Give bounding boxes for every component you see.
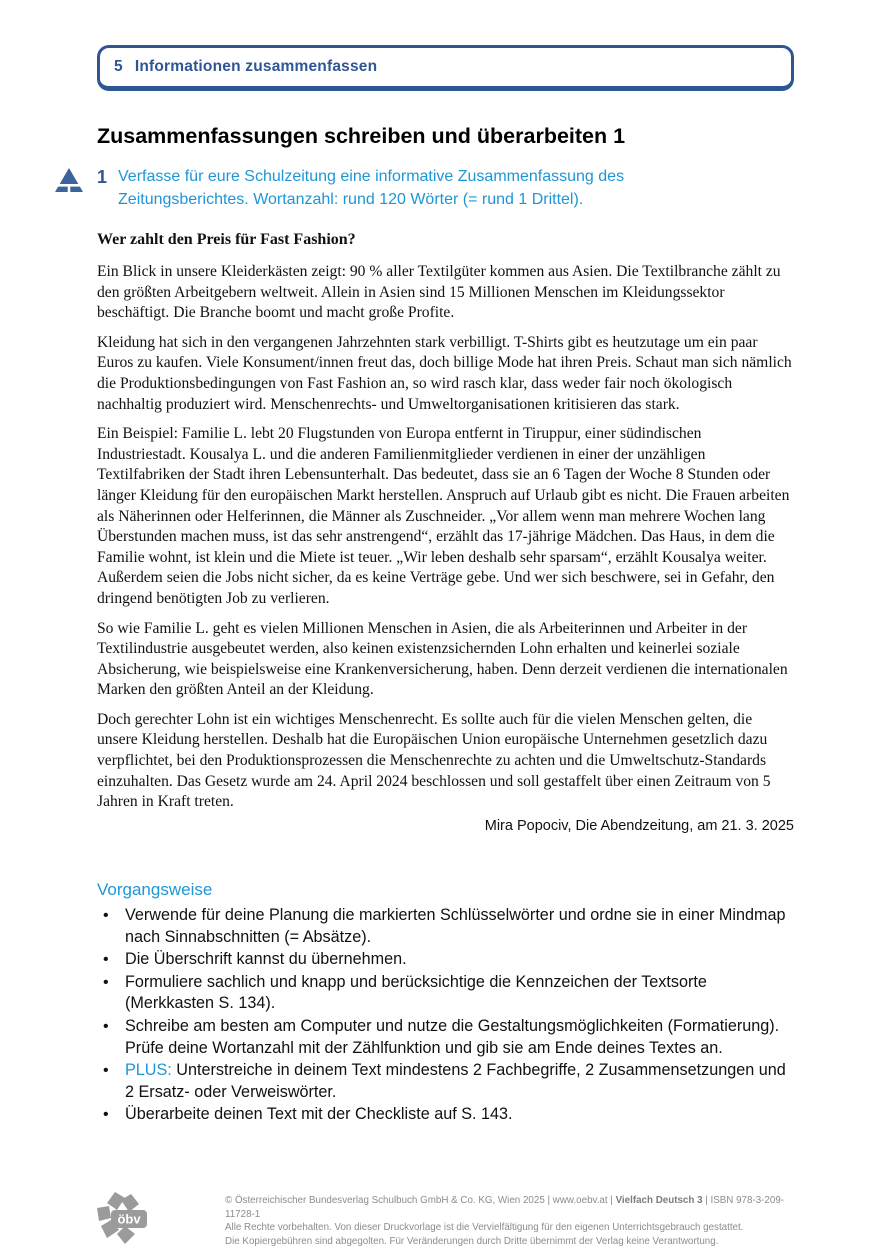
plus-label: PLUS:: [125, 1061, 172, 1080]
procedure-list-item: [97, 972, 794, 1015]
procedure-section: [97, 880, 794, 1127]
procedure-item-text: Formuliere sachlich und knapp und berücksichtige die Kennzeichen der Textsorte (Merkkasten S. 134).: [125, 972, 707, 1013]
writing-task-icon: [55, 168, 83, 192]
oebv-logo: [95, 1190, 153, 1248]
bullet-icon: •: [103, 973, 109, 991]
imprint-line-3: Die Kopiergebühren sind abgegolten. Für Veränderungen durch Dritte übernimmt der Verlag keine Verantwortung.: [225, 1235, 719, 1247]
imprint-text: [225, 1190, 795, 1248]
imprint-copyright: © Österreichischer Bundesverlag Schulbuch GmbH & Co. KG, Wien 2025 | www.oebv.at |: [225, 1195, 616, 1206]
procedure-item-text: Verwende für deine Planung die markierten Schlüsselwörter und ordne sie in einer Mindmap nach Sinnabschnitten (= Absätze).: [125, 906, 786, 946]
page-title: Zusammenfassungen schreiben und überarbeiten 1: [97, 124, 626, 148]
imprint-line-1: [225, 1194, 795, 1221]
bullet-icon: •: [103, 951, 109, 969]
procedure-list-item: [97, 905, 794, 948]
procedure-item-text: Unterstreiche in deinem Text mindestens 2 Fachbegriffe, 2 Zusammensetzungen und 2 Ersatz- oder Verweiswörter.: [125, 1061, 786, 1101]
chapter-header-box: [97, 45, 794, 91]
bullet-icon: •: [103, 1106, 109, 1124]
bullet-icon: •: [103, 1062, 109, 1080]
task-1: [55, 166, 794, 211]
page-footer: [95, 1190, 795, 1248]
procedure-item-text: Schreibe am besten am Computer und nutze die Gestaltungsmöglichkeiten (Formatierung). Prüfe deine Wortanzahl mit der Zählfunktion und gib sie am Ende deines Textes an.: [125, 1016, 780, 1057]
task-instruction: Verfasse für eure Schulzeitung eine informative Zusammenfassung des Zeitungsberichtes. Wortanzahl: rund 120 Wörter (= rund 1 Drittel).: [118, 168, 625, 208]
oebv-logo-icon: [95, 1190, 153, 1248]
procedure-item-text: Die Überschrift kannst du übernehmen.: [125, 950, 407, 969]
imprint-line-2: Alle Rechte vorbehalten. Von dieser Druckvorlage ist die Vervielfältigung für den eigenen Unterrichtsgebrauch gestattet.: [225, 1222, 744, 1233]
newspaper-article: [97, 231, 794, 834]
procedure-heading: Vorgangsweise: [97, 880, 213, 899]
procedure-item-text: Überarbeite deinen Text mit der Checkliste auf S. 143.: [125, 1105, 513, 1124]
procedure-list-item: [97, 1016, 794, 1059]
chapter-title: Informationen zusammenfassen: [134, 58, 378, 75]
article-paragraph: Kleidung hat sich in den vergangenen Jahrzehnten stark verbilligt. T-Shirts gibt es heutzutage um ein paar Euros zu kaufen. Viele Konsument/innen freut das, doch billige Mode hat ihren Preis. Schaut man sich nämlich die Produktionsbedingungen von Fast Fashion an, so wird rasch klar, dass weder fair noch ökologisch nachhaltig produziert wird. Menschenrechts- und Umweltorganisationen kritisieren das stark.: [97, 333, 792, 413]
procedure-list-item: [97, 949, 794, 971]
procedure-list: [97, 905, 794, 1126]
svg-text:öbv: öbv: [117, 1211, 141, 1227]
imprint-book-title: Vielfach Deutsch 3: [615, 1195, 703, 1206]
bullet-icon: •: [103, 907, 109, 924]
article-paragraph: So wie Familie L. geht es vielen Millionen Menschen in Asien, die als Arbeiterinnen und Arbeiter in der Textilindustrie ausgebeutet werden, also keinen existenzsichernden Lohn erhalten und keinerlei soziale Absicherung, wie beispielsweise eine Krankenversicherung, haben. Denn derzeit verdienen die internationalen Marken den größten Anteil an der Kleidung.: [97, 619, 788, 699]
procedure-list-item: [97, 1060, 794, 1103]
article-headline: Wer zahlt den Preis für Fast Fashion?: [97, 231, 356, 248]
article-paragraph: Doch gerechter Lohn ist ein wichtiges Menschenrecht. Es sollte auch für die vielen Menschen gelten, die unsere Kleidung herstellen. Deshalb hat die Europäischen Union europäische Unternehmen gesetzlich dazu verpflichtet, bei den Produktionsprozessen die Menschenrechte zu achten und die Umweltschutz-Standards einzuhalten. Das Gesetz wurde am 24. April 2024 beschlossen und soll gestaffelt über einen Zeitraum von 5 Jahren in Kraft treten.: [97, 710, 771, 811]
article-paragraph: Ein Beispiel: Familie L. lebt 20 Flugstunden von Europa entfernt in Tiruppur, einer südindischen Industriestadt. Kousalya L. und die anderen Familienmitglieder verdienen in einer der unzähligen Textilfabriken der Stadt ihren Lebensunterhalt. Das bedeutet, dass sie an 6 Tagen der Woche 8 Stunden oder länger Kleidung für den europäischen Markt herstellen. Anspruch auf Urlaub gibt es nicht. Die Frauen arbeiten als Näherinnen oder Helferinnen, die Männer als Zuschneider. „Vor allem wenn man mehrere Wochen lang Überstunden machen muss, ist das sehr anstrengend“, erzählt das 17-jährige Mädchen. Das Haus, in dem die Familie wohnt, ist klein und die Miete ist teuer. „Wir leben deshalb sehr sparsam“, erzählt Kousalya weiter. Außerdem seien die Jobs nicht sicher, da es keine Verträge gebe. Und wer sich beschwere, sei in Gefahr, den dringend benötigten Job zu verlieren.: [97, 425, 790, 607]
imprint-isbn: | ISBN 978-3-209-11728-1: [225, 1195, 785, 1220]
task-number: 1: [97, 167, 108, 187]
bullet-icon: •: [103, 1017, 109, 1035]
chapter-number: 5: [114, 58, 123, 75]
procedure-list-item: [97, 1104, 794, 1126]
article-paragraph: Ein Blick in unsere Kleiderkästen zeigt: 90 % aller Textilgüter kommen aus Asien. Die Textilbranche zählt zu den größten Arbeitgebern weltweit. Allein in Asien sind 15 Millionen Menschen im Kleidungssektor beschäftigt. Die Branche boomt und macht große Profite.: [97, 263, 781, 322]
article-body: [97, 262, 794, 813]
article-attribution: Mira Popociv, Die Abendzeitung, am 21. 3. 2025: [484, 817, 794, 834]
